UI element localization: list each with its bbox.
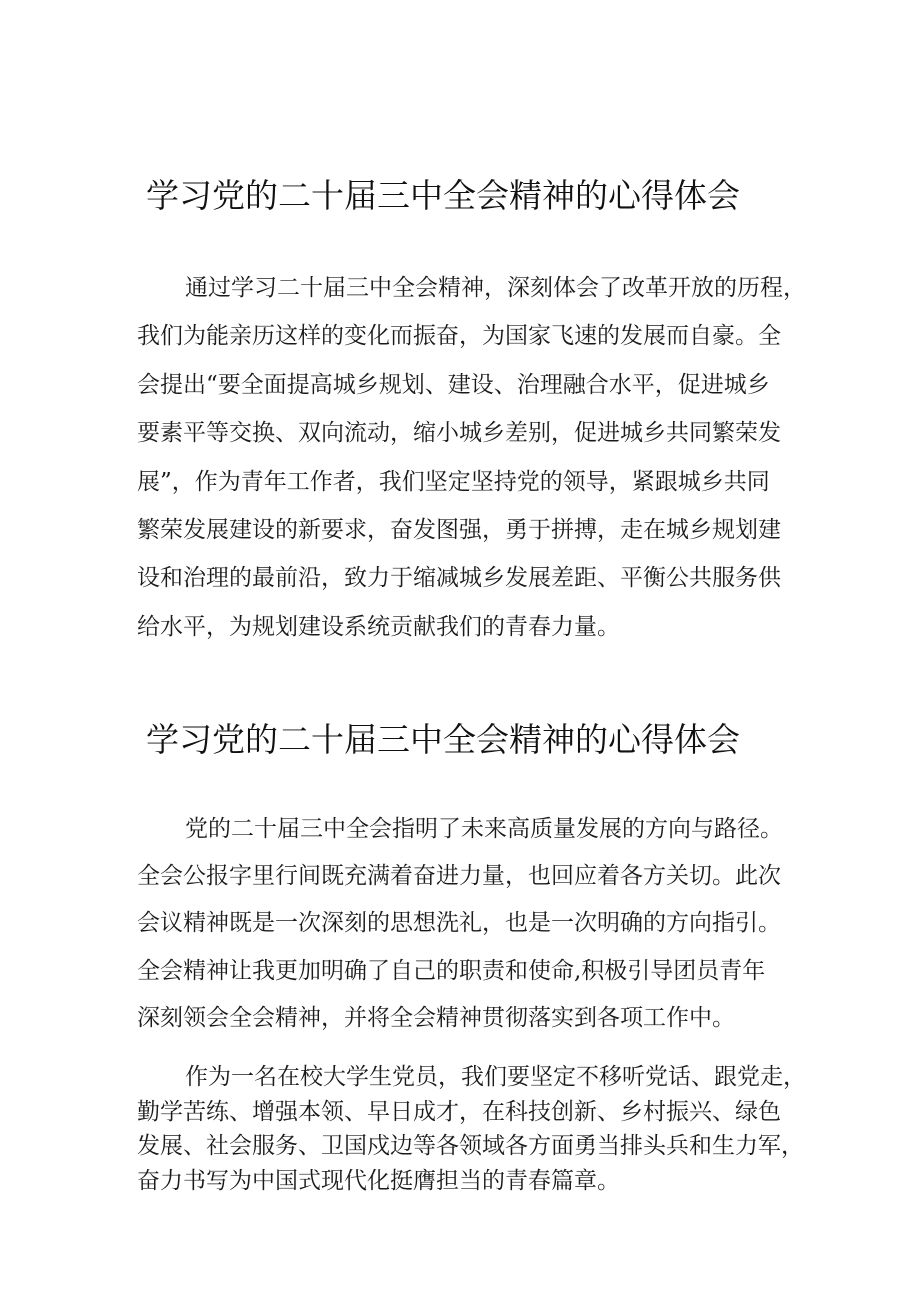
paragraph-line: 要素平等交换、双向流动，缩小城乡差别，促进城乡共同繁荣发 xyxy=(137,420,781,447)
paragraph-line: 设和治理的最前沿，致力于缩减城乡发展差距、平衡公共服务供 xyxy=(137,565,781,592)
paragraph-line: 全会公报字里行间既充满着奋进力量，也回应着各方关切。此次 xyxy=(137,863,781,890)
paragraph-line: 展”，作为青年工作者，我们坚定坚持党的领导，紧跟城乡共同 xyxy=(137,468,770,495)
paragraph-line: 会提出“要全面提高城乡规划、建设、治理融合水平，促进城乡 xyxy=(137,371,770,398)
paragraph-line: 作为一名在校大学生党员，我们要坚定不移听党话、跟党走， xyxy=(185,1064,806,1090)
paragraph-line: 会议精神既是一次深刻的思想洗礼，也是一次明确的方向指引。 xyxy=(137,910,781,937)
paragraph-line: 繁荣发展建设的新要求，奋发图强，勇于拼搏，走在城乡规划建 xyxy=(137,516,781,543)
section-2-paragraph-2 xyxy=(137,1060,806,1198)
paragraph-line: 奋力书写为中国式现代化挺膺担当的青春篇章。 xyxy=(137,1167,620,1194)
paragraph-line: 通过学习二十届三中全会精神，深刻体会了改革开放的历程， xyxy=(185,275,806,301)
paragraph-line: 全会精神让我更加明确了自己的职责和使命,积极引导团员青年 xyxy=(137,957,766,984)
paragraph-line: 党的二十届三中全会指明了未来高质量发展的方向与路径。 xyxy=(185,816,783,842)
paragraph-line: 发展、社会服务、卫国戍边等各领域各方面勇当排头兵和生力军， xyxy=(137,1133,804,1159)
section-2-title: 学习党的二十届三中全会精神的心得体会 xyxy=(146,720,740,759)
section-2-paragraph-1 xyxy=(137,806,802,1042)
section-1-paragraph xyxy=(137,264,806,651)
section-1-title: 学习党的二十届三中全会精神的心得体会 xyxy=(146,176,740,215)
paragraph-line: 深刻领会全会精神，并将全会精神贯彻落实到各项工作中。 xyxy=(137,1004,735,1031)
paragraph-line: 我们为能亲历这样的变化而振奋，为国家飞速的发展而自豪。全 xyxy=(137,323,781,350)
paragraph-line: 勤学苦练、增强本领、早日成才，在科技创新、乡村振兴、绿色 xyxy=(137,1098,781,1125)
paragraph-line: 给水平，为规划建设系统贡献我们的青春力量。 xyxy=(137,613,620,640)
